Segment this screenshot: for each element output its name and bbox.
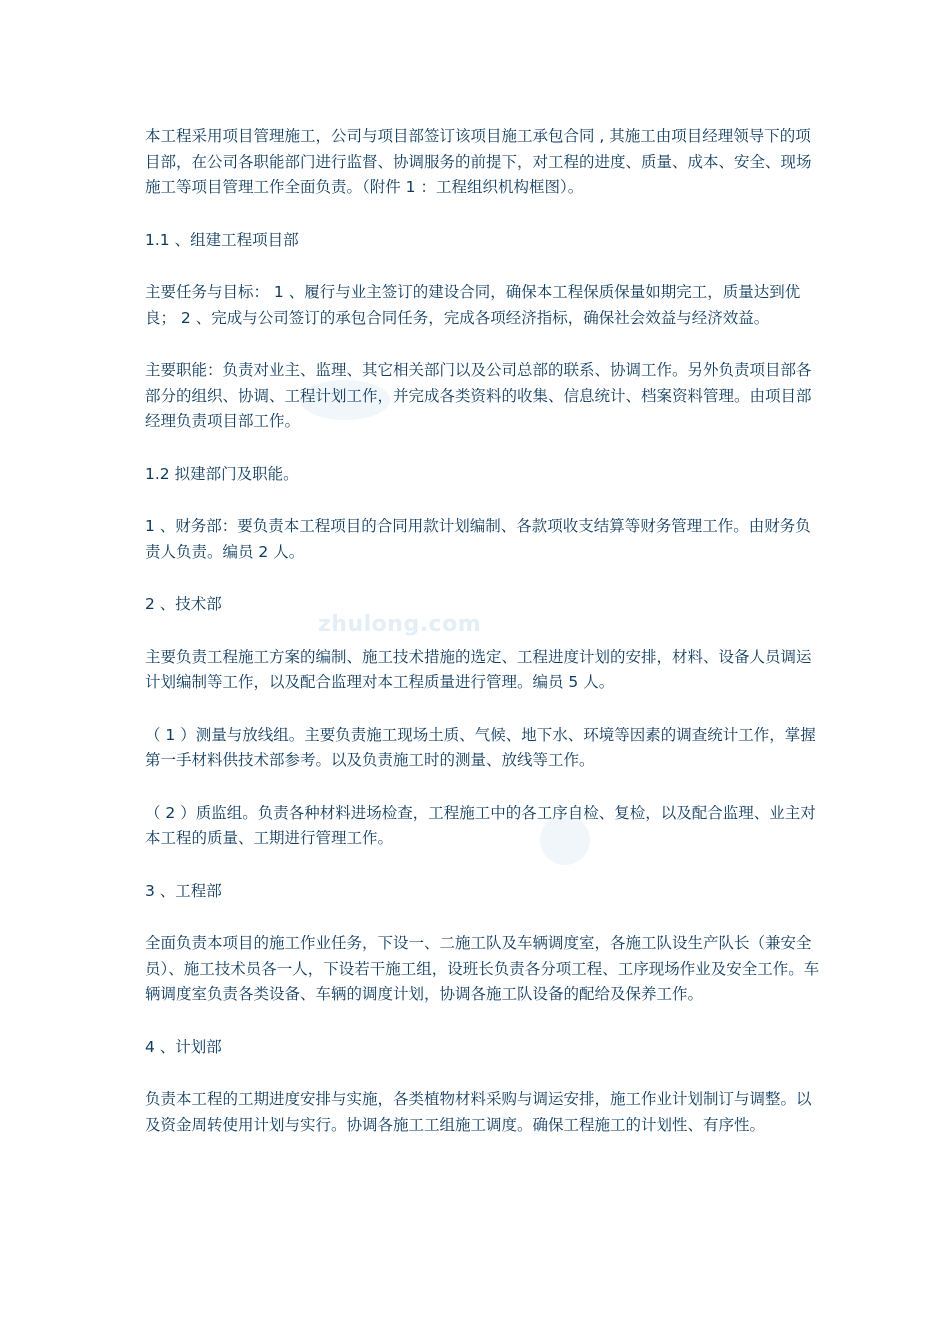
paragraph-finance-dept: 1 、财务部：要负责本工程项目的合同用款计划编制、各款项收支结算等财务管理工作。由财务负责人负责。编员 2 人。 xyxy=(145,517,811,561)
paragraph-tasks-goals: 主要任务与目标： 1 、履行与业主签订的建设合同，确保本工程保质保量如期完工，质量达到优良； 2 、完成与公司签订的承包合同任务，完成各项经济指标，确保社会效益与经济效益。 xyxy=(145,283,801,327)
paragraph-survey-group: （ 1 ）测量与放线组。主要负责施工现场土质、气候、地下水、环境等因素的调查统计工作，掌握第一手材料供技术部参考。以及负责施工时的测量、放线等工作。 xyxy=(145,725,816,769)
watermark-text: zhulong.com xyxy=(318,612,482,637)
document-body xyxy=(145,124,820,1165)
paragraph-main-functions: 主要职能：负责对业主、监理、其它相关部门以及公司总部的联系、协调工作。另外负责项目部各部分的组织、协调、工程计划工作，并完成各类资料的收集、信息统计、档案资料管理。由项目部经理负责项目部工作。 xyxy=(145,361,812,430)
paragraph-planning-duties: 负责本工程的工期进度安排与实施，各类植物材料采购与调运安排，施工作业计划制订与调整。以及资金周转使用计划与实行。协调各施工工组施工调度。确保工程施工的计划性、有序性。 xyxy=(145,1090,812,1134)
paragraph-quality-group: （ 2 ）质监组。负责各种材料进场检查，工程施工中的各工序自检、复检，以及配合监理、业主对本工程的质量、工期进行管理工作。 xyxy=(145,803,816,847)
heading-1-2: 1.2 拟建部门及职能。 xyxy=(145,464,299,483)
heading-planning-dept: 4 、计划部 xyxy=(145,1037,222,1056)
paragraph-engineering-duties: 全面负责本项目的施工作业任务，下设一、二施工队及车辆调度室，各施工队设生产队长（兼安全员）、施工技术员各一人，下设若干施工组，设班长负责各分项工程、工序现场作业及安全工作。车辆调度室负责各类设备、车辆的调度计划，协调各施工队设备的配给及保养工作。 xyxy=(145,934,820,1003)
paragraph-tech-duties: 主要负责工程施工方案的编制、施工技术措施的选定、工程进度计划的安排，材料、设备人员调运计划编制等工作，以及配合监理对本工程质量进行管理。编员 5 人。 xyxy=(145,647,812,691)
heading-1-1: 1.1 、组建工程项目部 xyxy=(145,230,299,249)
heading-tech-dept: 2 、技术部 xyxy=(145,595,222,613)
paragraph-intro: 本工程采用项目管理施工，公司与项目部签订该项目施工承包合同 , 其施工由项目经理领导下的项目部，在公司各职能部门进行监督、协调服务的前提下，对工程的进度、质量、成本、安全、现场施工等项目管理工作全面负责。（附件 1 ：工程组织机构框图）。 xyxy=(145,127,812,196)
heading-engineering-dept: 3 、工程部 xyxy=(145,881,222,900)
